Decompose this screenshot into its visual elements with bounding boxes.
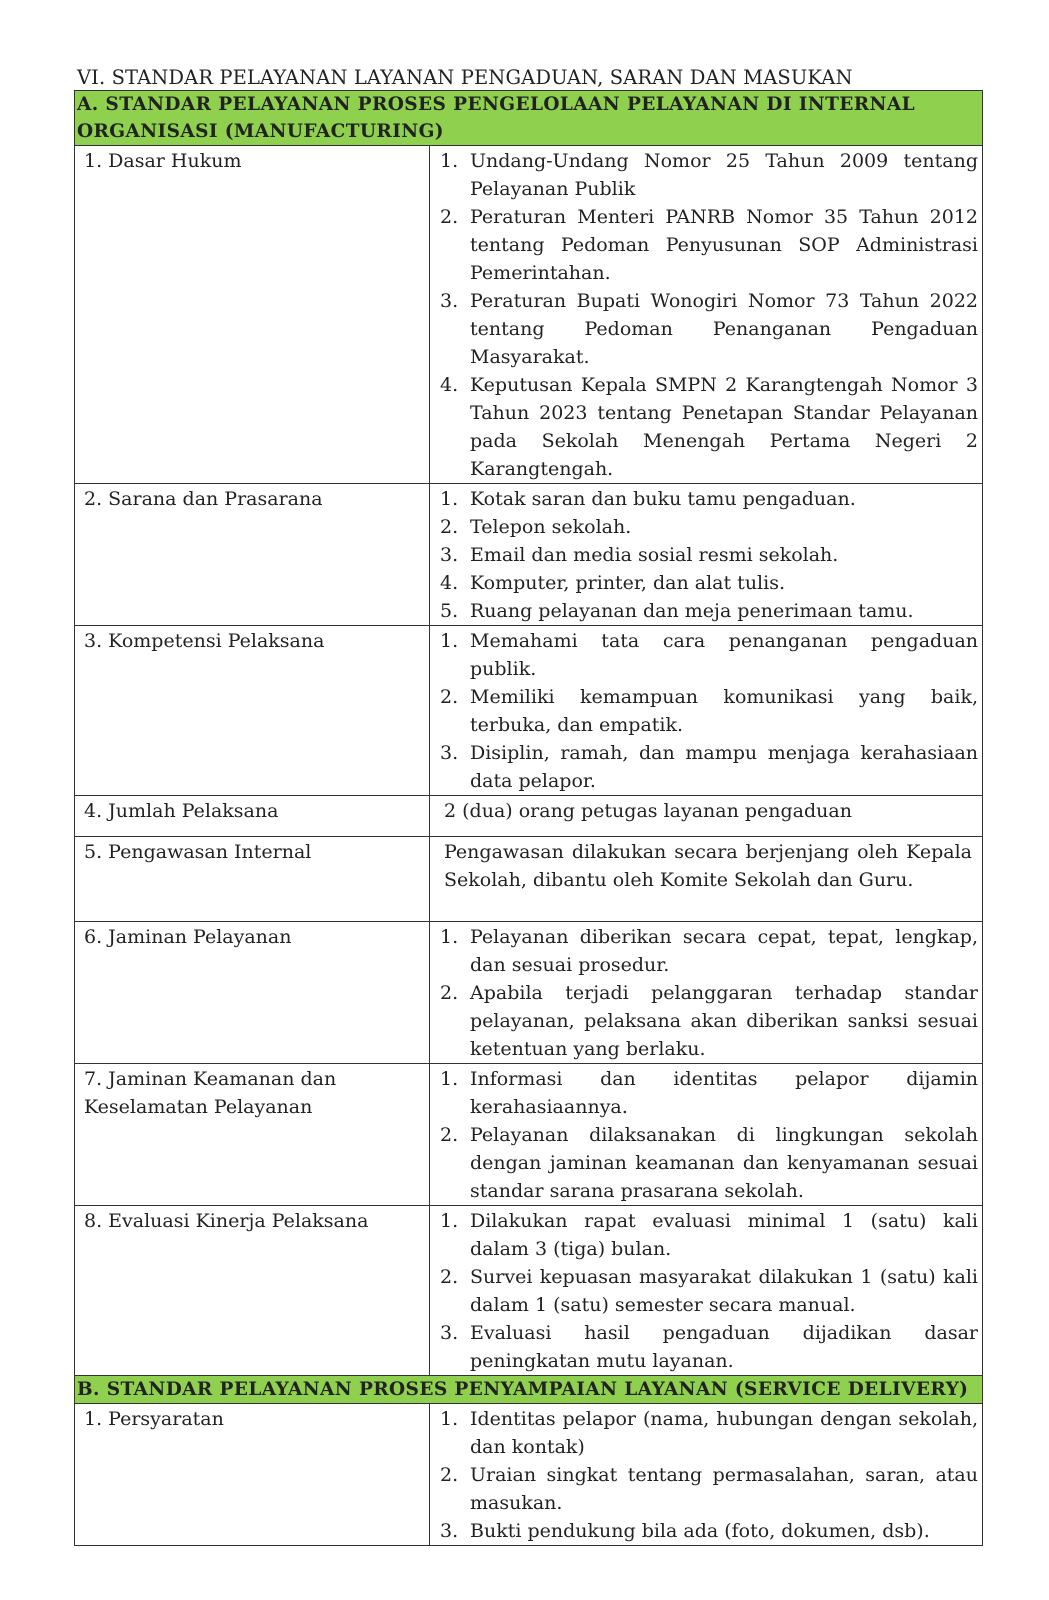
document-title: VI. STANDAR PELAYANAN LAYANAN PENGADUAN, SARAN DAN MASUKAN [77,66,853,89]
table-row [75,146,983,484]
row-content [430,146,983,484]
list-item: 3. Peraturan Bupati Wonogiri Nomor 73 Tahun 2022 tentang Pedoman Penanganan Pengaduan Masyarakat. [440,290,979,368]
list-item: 2. Pelayanan dilaksanakan di lingkungan sekolah dengan jaminan keamanan dan kenyamanan sesuai standar sarana prasarana sekolah. [440,1124,979,1202]
list-item: 1. Kotak saran dan buku tamu pengaduan. [440,488,856,510]
list-item: 1. Identitas pelapor (nama, hubungan dengan sekolah, dan kontak) [440,1408,979,1458]
list-item: 2. Telepon sekolah. [440,516,632,538]
document-page [74,66,982,1546]
section-b-header-row [75,1376,983,1404]
list-item: 2. Apabila terjadi pelanggaran terhadap standar pelayanan, pelaksana akan diberikan sanksi sesuai ketentuan yang berlaku. [440,982,979,1060]
service-standard-table [74,90,983,1546]
row-label: 1. Persyaratan [75,1404,430,1546]
list-item: 2. Uraian singkat tentang permasalahan, saran, atau masukan. [440,1464,979,1514]
table-row [75,837,983,922]
row-content [430,1064,983,1206]
list-item: 2. Peraturan Menteri PANRB Nomor 35 Tahun 2012 tentang Pedoman Penyusunan SOP Administrasi Pemerintahan. [440,206,979,284]
list-item: 5. Ruang pelayanan dan meja penerimaan tamu. [440,600,914,622]
list-item: 2. Memiliki kemampuan komunikasi yang baik, terbuka, dan empatik. [440,686,979,736]
list-item: 3. Disiplin, ramah, dan mampu menjaga kerahasiaan data pelapor. [440,742,979,792]
table-row [75,1064,983,1206]
row-label-line: 7. Jaminan Keamanan dan [84,1068,337,1090]
row-label: 3. Kompetensi Pelaksana [75,626,430,796]
section-b-heading: B. STANDAR PELAYANAN PROSES PENYAMPAIAN LAYANAN (SERVICE DELIVERY) [75,1376,983,1404]
list-item: 4. Keputusan Kepala SMPN 2 Karangtengah Nomor 3 Tahun 2023 tentang Penetapan Standar Pelayanan pada Sekolah Menengah Pertama Negeri 2 Karangtengah. [440,374,979,480]
row-label: 6. Jaminan Pelayanan [75,922,430,1064]
list-item: 3. Evaluasi hasil pengaduan dijadikan dasar peningkatan mutu layanan. [440,1322,979,1372]
list-item: 3. Email dan media sosial resmi sekolah. [440,544,839,566]
list-item: 2. Survei kepuasan masyarakat dilakukan 1 (satu) kali dalam 1 (satu) semester secara manual. [440,1266,979,1316]
row-label: 5. Pengawasan Internal [75,837,430,922]
list-item: 4. Komputer, printer, dan alat tulis. [440,572,785,594]
row-content: 2 (dua) orang petugas layanan pengaduan [430,796,983,837]
row-label-line: Keselamatan Pelayanan [84,1096,313,1118]
list-item: 1. Dilakukan rapat evaluasi minimal 1 (satu) kali dalam 3 (tiga) bulan. [440,1210,979,1260]
list-item: 1. Informasi dan identitas pelapor dijamin kerahasiaannya. [440,1068,979,1118]
row-label: 2. Sarana dan Prasarana [75,484,430,626]
row-label: 8. Evaluasi Kinerja Pelaksana [75,1206,430,1376]
list-item: 1. Memahami tata cara penanganan pengaduan publik. [440,630,979,680]
list-item: 3. Bukti pendukung bila ada (foto, dokumen, dsb). [440,1520,930,1542]
table-row [75,1404,983,1546]
list-item: 1. Pelayanan diberikan secara cepat, tepat, lengkap, dan sesuai prosedur. [440,926,979,976]
table-row [75,796,983,837]
row-label: 4. Jumlah Pelaksana [75,796,430,837]
table-row [75,484,983,626]
row-label: 1. Dasar Hukum [75,146,430,484]
table-row [75,922,983,1064]
table-row [75,1206,983,1376]
row-content [430,1404,983,1546]
row-content [430,1206,983,1376]
row-content: Pengawasan dilakukan secara berjenjang oleh Kepala Sekolah, dibantu oleh Komite Sekolah dan Guru. [430,837,983,922]
row-content [430,922,983,1064]
row-content [430,484,983,626]
list-item: 1. Undang-Undang Nomor 25 Tahun 2009 tentang Pelayanan Publik [440,150,979,200]
row-content [430,626,983,796]
section-a-heading: A. STANDAR PELAYANAN PROSES PENGELOLAAN PELAYANAN DI INTERNAL ORGANISASI (MANUFACTURING) [75,91,983,146]
row-label [75,1064,430,1206]
table-row [75,626,983,796]
section-a-header-row [75,91,983,146]
